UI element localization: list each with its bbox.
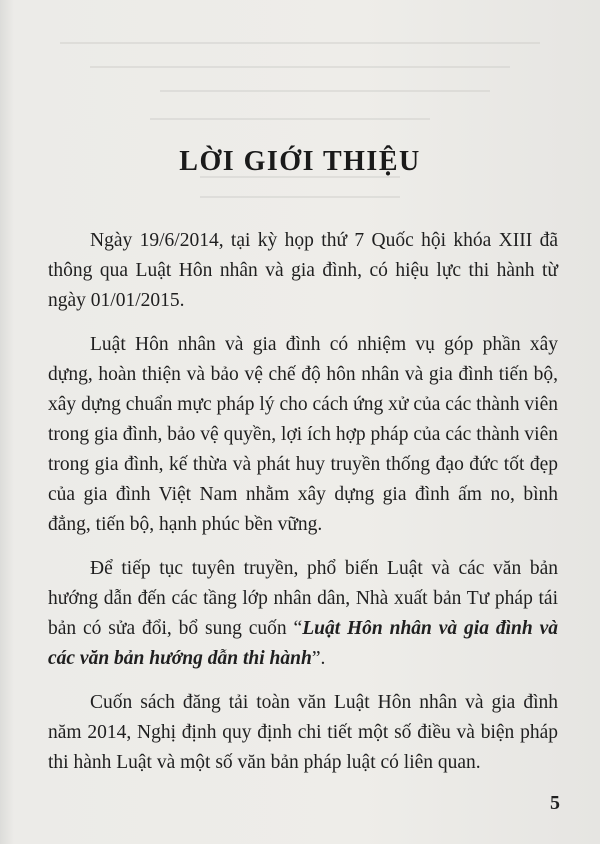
paragraph-3-end: ”. xyxy=(311,648,326,669)
body-text xyxy=(48,226,558,792)
paragraph-4: Cuốn sách đăng tải toàn văn Luật Hôn nhân và gia đình năm 2014, Nghị định quy định chi tiết một số điều và biện pháp thi hành Luật và một số văn bản pháp luật có liên quan. xyxy=(48,692,558,773)
page-title: LỜI GIỚI THIỆU xyxy=(179,146,421,177)
paragraph-3 xyxy=(48,554,558,674)
paragraph-1: Ngày 19/6/2014, tại kỳ họp thứ 7 Quốc hội khóa XIII đã thông qua Luật Hôn nhân và gia đình, có hiệu lực thi hành từ ngày 01/01/2015. xyxy=(48,230,558,311)
page-number: 5 xyxy=(550,792,560,814)
paragraph-2: Luật Hôn nhân và gia đình có nhiệm vụ góp phần xây dựng, hoàn thiện và bảo vệ chế độ hôn nhân và gia đình tiến bộ, xây dựng chuẩn mực pháp lý cho cách ứng xử của các thành viên trong gia đình, bảo vệ quyền, lợi ích hợp pháp của các thành viên trong gia đình, kế thừa và phát huy truyền thống đạo đức tốt đẹp của gia đình Việt Nam nhằm xây dựng gia đình ấm no, bình đẳng, tiến bộ, hạnh phúc bền vững. xyxy=(48,334,558,535)
book-title-emphasis: Luật Hôn nhân và gia đình và các văn bản hướng dẫn thi hành xyxy=(48,618,558,669)
paragraph-3-text: Để tiếp tục tuyên truyền, phổ biến Luật và các văn bản hướng dẫn đến các tầng lớp nhân dân, Nhà xuất bản Tư pháp tái bản có sửa đổi, bổ sung cuốn “ xyxy=(48,558,558,639)
